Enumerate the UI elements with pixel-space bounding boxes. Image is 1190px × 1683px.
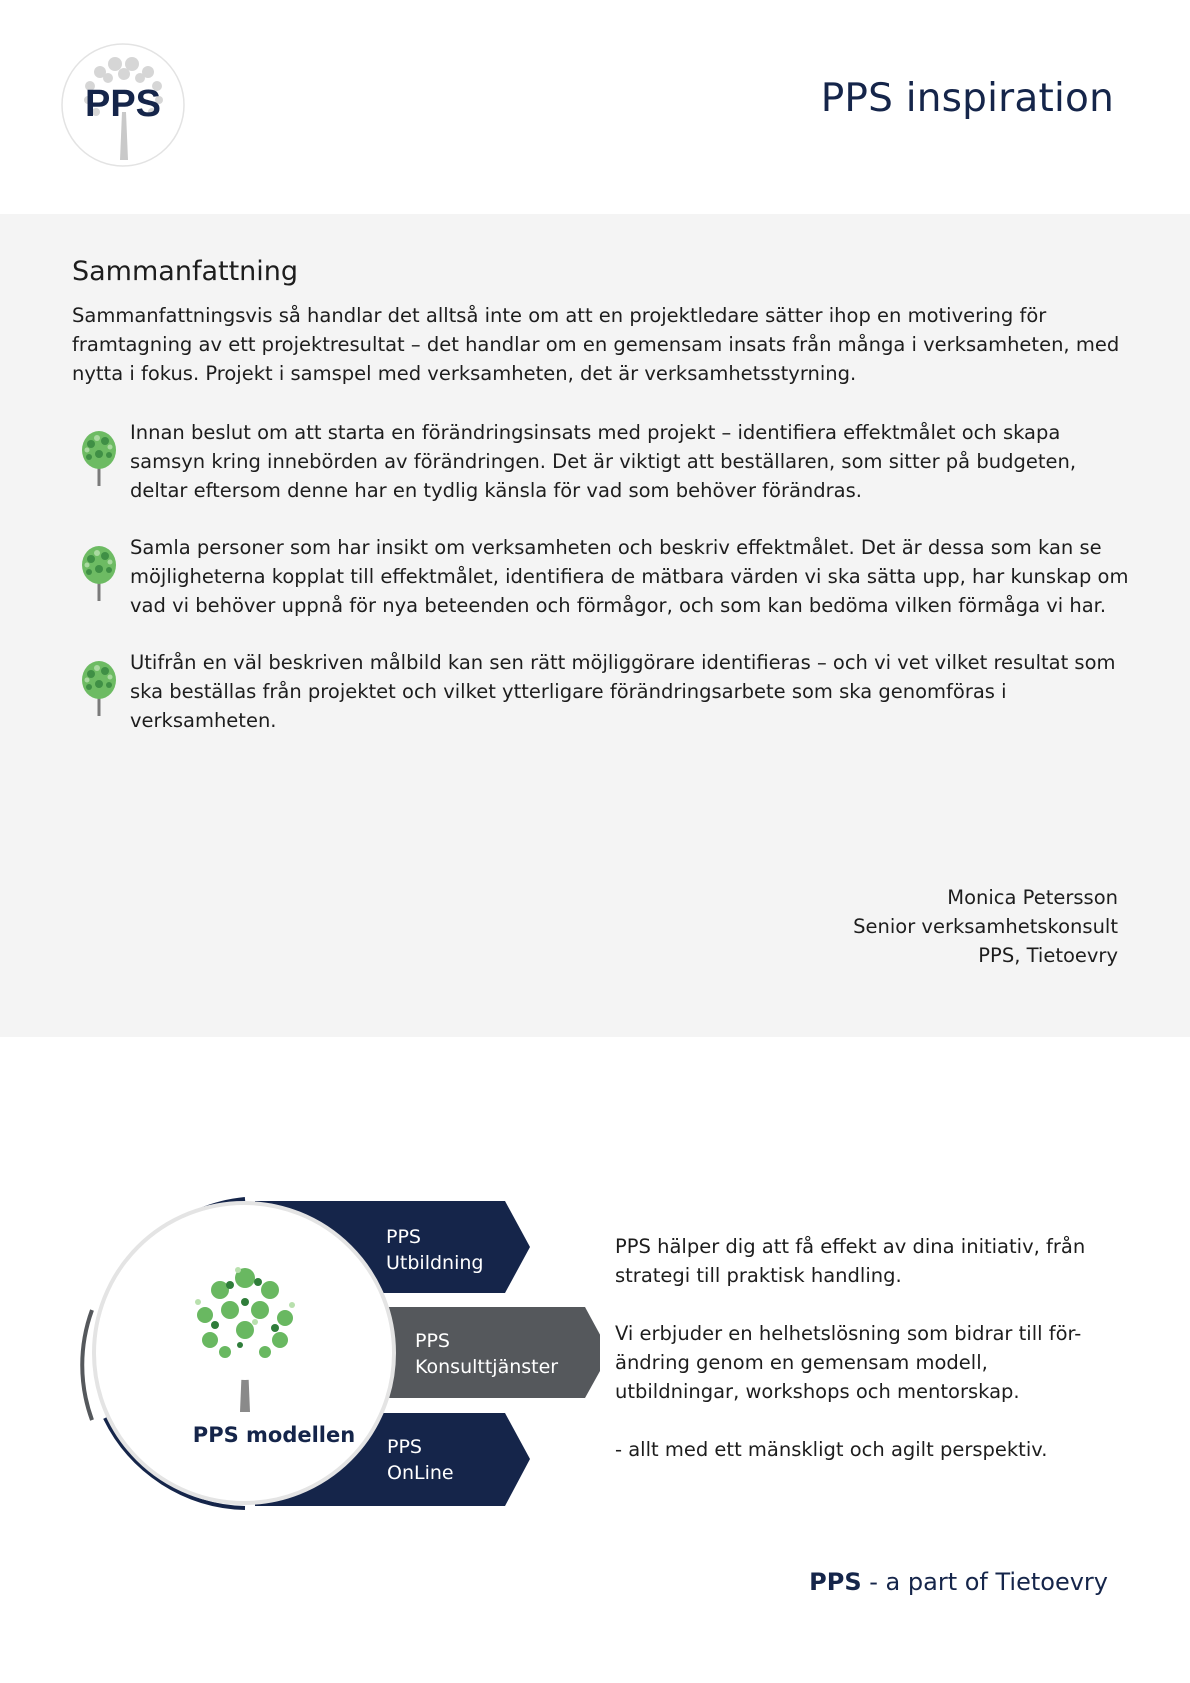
signature-role: Senior verksamhetskonsult [853, 915, 1118, 938]
summary-panel [0, 214, 1190, 1037]
arrow-label-online [387, 1434, 454, 1486]
arrow-label-utbildning [386, 1224, 483, 1276]
tree-bullet-icon [80, 660, 118, 718]
arrow-label-line: PPS [387, 1436, 422, 1458]
logo-tree-icon [60, 42, 186, 168]
pps-logo [60, 42, 186, 168]
signature-name: Monica Petersson [947, 886, 1118, 909]
arrow-label-line: Utbildning [386, 1252, 484, 1274]
offer-paragraph: - allt med ett mänskligt och agilt perspektiv. [615, 1438, 1048, 1461]
tree-bullet-icon [80, 430, 118, 488]
footer-brand: PPS [809, 1568, 862, 1596]
arrow-label-line: PPS [386, 1226, 421, 1248]
tree-bullet-icon [80, 545, 118, 603]
offer-text [615, 1232, 1115, 1493]
svg-text:PPS: PPS [84, 83, 162, 125]
arrow-label-line: OnLine [387, 1462, 454, 1484]
footer-tagline: - a part of Tietoevry [861, 1568, 1108, 1596]
outer-arc-left [82, 1310, 92, 1420]
pps-model-diagram [80, 1190, 600, 1520]
summary-heading: Sammanfattning [72, 256, 299, 287]
bullet-text: Samla personer som har insikt om verksamheten och beskriv effektmålet. Det är dessa som kan se möjligheterna kopplat till effektmålet, identifiera de mätbara värden vi ska sätta upp, har kunskap om vad vi behöver uppnå för nya beteenden och förmågor, och som kan bedöma vilken förmåga vi har. [130, 536, 1129, 617]
arrow-label-konsulttjanster [415, 1328, 558, 1380]
model-label: PPS modellen [192, 1423, 356, 1447]
arrow-label-line: Konsulttjänster [415, 1356, 559, 1378]
page-title: PPS inspiration [820, 76, 1114, 121]
signature-org: PPS, Tietoevry [978, 944, 1118, 967]
footer-brand-line [809, 1568, 1108, 1596]
bullet-text: Utifrån en väl beskriven målbild kan sen rätt möjliggörare identifieras – och vi vet vilket resultat som ska beställas från projektet och vilket ytterligare förändringsarbete som ska genomföras i verksamheten. [130, 651, 1116, 732]
signature-block [853, 883, 1118, 970]
arrow-label-line: PPS [415, 1330, 450, 1352]
bullet-text: Innan beslut om att starta en förändringsinsats med projekt – identifiera effektmålet och skapa samsyn kring innebörden av förändringen. Det är viktigt att beställaren, som sitter på budgeten, deltar eftersom denne har en tydlig känsla för vad som behöver förändras. [130, 421, 1077, 502]
offer-paragraph: PPS hälper dig att få effekt av dina initiativ, från strategi till praktisk handling. [615, 1235, 1086, 1287]
summary-intro-paragraph: Sammanfattningsvis så handlar det alltså inte om att en projektledare sätter ihop en motivering för framtagning av ett projektresultat – det handlar om en gemensam insats från många i verksamheten, med nytta i fokus. Projekt i samspel med verksamheten, det är verksamhetsstyrning. [72, 304, 1120, 385]
offer-paragraph: Vi erbjuder en helhetslösning som bidrar till för-ändring genom en gemensam modell, utbildningar, workshops och mentorskap. [615, 1322, 1082, 1403]
